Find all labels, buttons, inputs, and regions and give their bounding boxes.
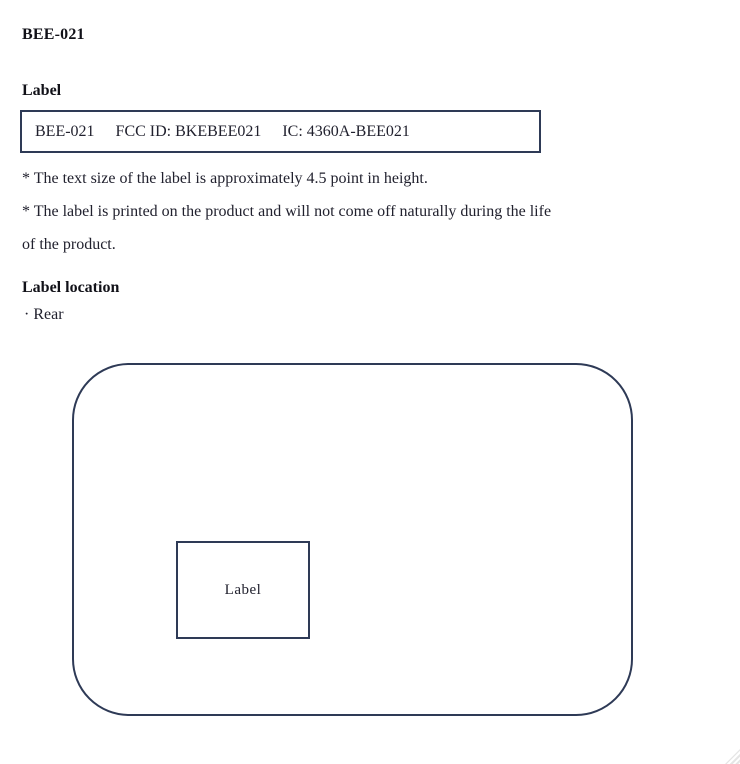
resize-grip-icon[interactable]: [725, 749, 740, 764]
label-text-box: [20, 110, 541, 153]
note-text-size: * The text size of the label is approximately 4.5 point in height.: [22, 170, 428, 187]
label-section-heading: Label: [22, 82, 62, 99]
label-notes: [22, 162, 712, 261]
label-model-text: BEE-021: [35, 122, 95, 140]
note-printed-line2: of the product.: [22, 236, 116, 253]
location-bullet-rear: · Rear: [24, 306, 64, 323]
label-position-text: Label: [224, 581, 262, 598]
device-rear-outline: [72, 363, 633, 716]
note-printed-line1: * The label is printed on the product and will not come off naturally during the life: [22, 203, 552, 220]
page-title: BEE-021: [22, 26, 85, 43]
label-location-heading: Label location: [22, 279, 120, 296]
label-position-box: [176, 541, 310, 639]
label-ic-text: IC: 4360A-BEE021: [282, 122, 410, 140]
label-fcc-id-text: FCC ID: BKEBEE021: [115, 122, 262, 140]
